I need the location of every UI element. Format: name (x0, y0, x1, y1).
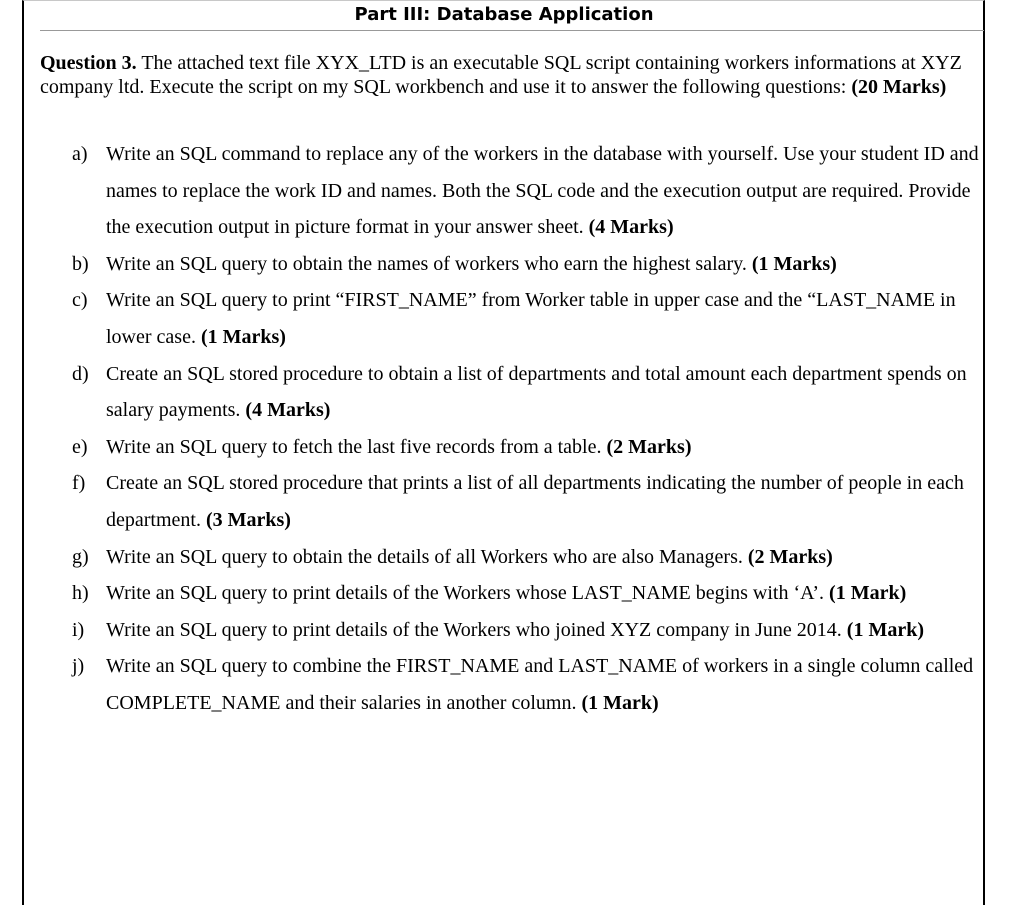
item-text: Write an SQL query to obtain the details of all Workers who are also Managers. (106, 545, 748, 568)
item-label: b) (72, 252, 89, 275)
item-label: d) (72, 362, 89, 385)
question-text: The attached text file XYX_LTD is an executable SQL script containing workers informations at XYZ company ltd. Execute the script on my SQL workbench and use it to answer the following questions: (40, 52, 962, 98)
item-text: Create an SQL stored procedure to obtain a list of departments and total amount each department spends on salary payments. (106, 362, 967, 422)
question-list (72, 136, 984, 722)
item-label: j) (72, 655, 85, 678)
item-marks: (3 Marks) (205, 508, 291, 531)
list-item (72, 648, 984, 721)
item-text: Write an SQL query to combine the FIRST_NAME and LAST_NAME of workers in a single column called COMPLETE_NAME and their salaries in another column. (106, 655, 974, 714)
item-text: Write an SQL query to print details of the Workers who joined XYZ company in June 2014. (106, 618, 847, 641)
item-marks: (2 Marks) (606, 435, 692, 458)
item-marks: (1 Marks) (200, 325, 286, 348)
item-text: Create an SQL stored procedure that prints a list of all departments indicating the number of people in each department. (106, 472, 964, 531)
list-item (72, 282, 984, 355)
item-label: i) (72, 618, 85, 641)
item-label: h) (72, 582, 89, 605)
item-marks: (2 Marks) (747, 545, 833, 568)
item-marks: (4 Marks) (245, 399, 331, 422)
list-item (72, 539, 984, 576)
item-text: Write an SQL command to replace any of the workers in the database with yourself. Use your student ID and names to replace the work ID and names. Both the SQL code and the execution output are required. Provide the execution output in picture format in your answer sheet. (106, 143, 979, 239)
list-item (72, 465, 984, 538)
list-item (72, 136, 984, 246)
item-label: f) (72, 472, 86, 495)
question-label: Question 3. (40, 52, 137, 74)
item-marks: (4 Marks) (588, 216, 674, 239)
divider (40, 30, 984, 31)
question-intro (40, 51, 984, 99)
list-item (72, 612, 984, 649)
item-label: g) (72, 545, 89, 568)
list-item (72, 429, 984, 466)
item-marks: (1 Mark) (581, 691, 659, 714)
item-label: a) (72, 143, 88, 165)
item-marks: (1 Mark) (846, 618, 924, 641)
question-marks: (20 Marks) (851, 76, 947, 98)
item-text: Write an SQL query to print details of the Workers whose LAST_NAME begins with ‘A’. (106, 582, 830, 605)
section-title: Part III: Database Application (354, 4, 654, 25)
list-item (72, 356, 984, 429)
item-text: Write an SQL query to fetch the last five records from a table. (106, 435, 607, 458)
list-item (72, 246, 984, 283)
item-marks: (1 Mark) (829, 582, 907, 605)
list-item (72, 575, 984, 612)
item-label: e) (72, 435, 88, 458)
item-text: Write an SQL query to obtain the names of workers who earn the highest salary. (106, 252, 752, 275)
item-marks: (1 Marks) (751, 252, 837, 275)
item-label: c) (72, 289, 88, 312)
item-text: Write an SQL query to print “FIRST_NAME” from Worker table in upper case and the “LAST_NAME in lower case. (106, 289, 956, 348)
